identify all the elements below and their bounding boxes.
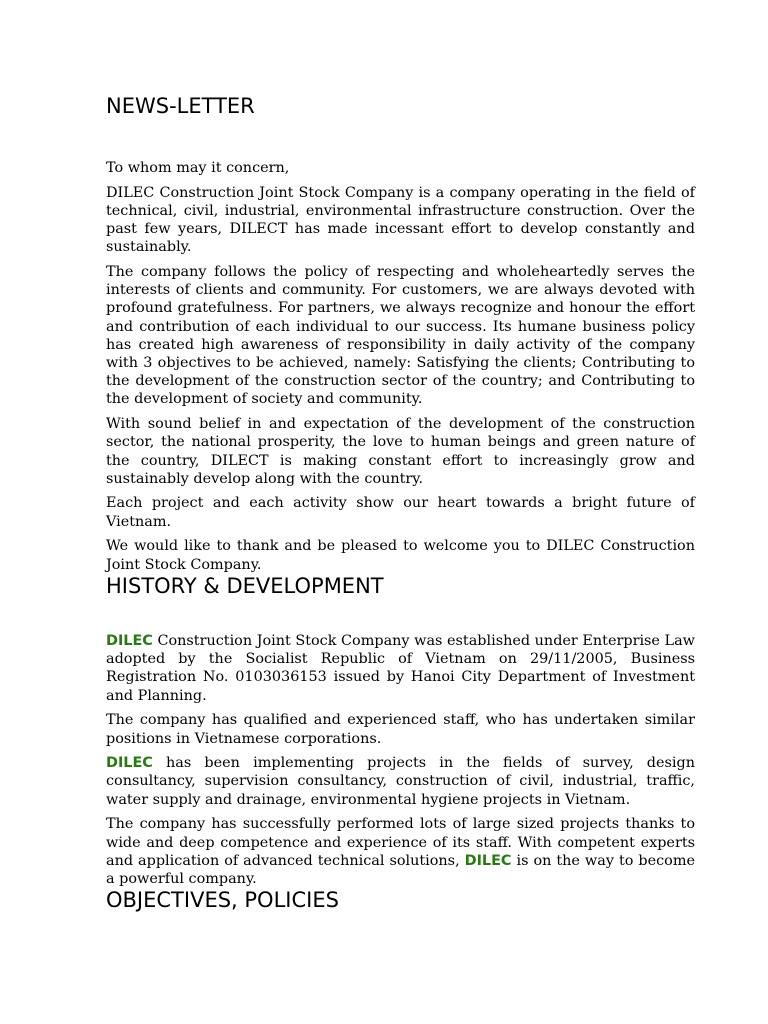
- history-paragraph-4-end: is on the way to become a powerful company.: [106, 852, 695, 887]
- history-paragraph-2: The company has qualified and experienced staff, who has undertaken similar positions in Vietnamese corporations.: [106, 712, 695, 747]
- newsletter-paragraph-4: Each project and each activity show our heart towards a bright future of Vietnam.: [106, 495, 695, 530]
- newsletter-paragraph-3: With sound belief in and expectation of the development of the construction sector, the national prosperity, the love to human beings and green nature of the country, DILECT is making constant effort to increasingly grow and sustainably develop along with the country.: [106, 416, 695, 487]
- newsletter-heading: NEWS-LETTER: [106, 94, 255, 118]
- history-paragraph-1-text: Construction Joint Stock Company was established under Enterprise Law adopted by the Socialist Republic of Vietnam on 29/11/2005, Business Registration No. 0103036153 issued by Hanoi City Department of Investment and Planning.: [106, 633, 695, 704]
- history-paragraph-1: [106, 632, 695, 705]
- history-paragraph-4: [106, 815, 695, 888]
- brand-name: DILEC: [106, 633, 153, 649]
- history-paragraph-3: [106, 754, 695, 809]
- history-heading: HISTORY & DEVELOPMENT: [106, 574, 384, 598]
- newsletter-paragraph-5: We would like to thank and be pleased to welcome you to DILEC Construction Joint Stock Company.: [106, 538, 695, 573]
- brand-name: DILEC: [464, 852, 512, 869]
- brand-name: DILEC: [106, 755, 153, 772]
- newsletter-paragraph-1: DILEC Construction Joint Stock Company is a company operating in the field of technical, civil, industrial, environmental infrastructure construction. Over the past few years, DILECT has made incessant effort to develop constantly and sustainably.: [106, 184, 695, 256]
- history-paragraph-4-start: The company has successfully performed lots of large sized projects thanks to wide and deep competence and experience of its staff. With competent experts and application of advanced technical solutions,: [106, 816, 695, 869]
- history-paragraph-3-text: has been implementing projects in the fields of survey, design consultancy, supervision consultancy, construction of civil, industrial, traffic, water supply and drainage, environmental hygiene projects in Vietnam.: [106, 755, 695, 808]
- newsletter-body: [106, 159, 695, 580]
- history-body: [106, 632, 695, 895]
- objectives-heading: OBJECTIVES, POLICIES: [106, 888, 339, 912]
- newsletter-greeting: To whom may it concern,: [106, 160, 290, 176]
- newsletter-paragraph-2: The company follows the policy of respecting and wholeheartedly serves the interests of clients and community. For customers, we are always devoted with profound gratefulness. For partners, we always recognize and honour the effort and contribution of each individual to our success. Its humane business policy has created high awareness of responsibility in daily activity of the company with 3 objectives to be achieved, namely: Satisfying the clients; Contributing to the development of the construction sector of the country; and Contributing to the development of society and community.: [106, 264, 695, 408]
